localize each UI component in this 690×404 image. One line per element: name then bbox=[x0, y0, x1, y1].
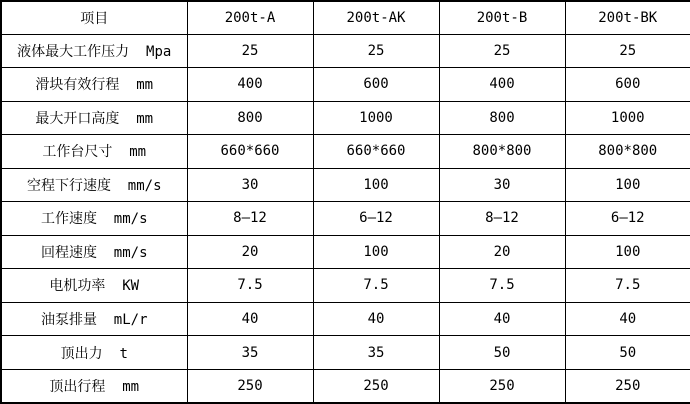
value-cell: 100 bbox=[313, 168, 439, 202]
value-cell: 35 bbox=[187, 336, 313, 370]
value-cell: 25 bbox=[565, 34, 690, 68]
value-cell: 400 bbox=[187, 68, 313, 102]
value-cell: 1000 bbox=[313, 101, 439, 135]
table-row bbox=[1, 235, 690, 269]
value-cell: 40 bbox=[187, 302, 313, 336]
table-header-row bbox=[1, 1, 690, 34]
table-row bbox=[1, 168, 690, 202]
value-cell: 100 bbox=[565, 235, 690, 269]
table-row bbox=[1, 101, 690, 135]
table-row bbox=[1, 68, 690, 102]
value-cell: 600 bbox=[565, 68, 690, 102]
value-cell: 800*800 bbox=[439, 135, 565, 169]
value-cell: 800*800 bbox=[565, 135, 690, 169]
value-cell: 400 bbox=[439, 68, 565, 102]
value-cell: 25 bbox=[439, 34, 565, 68]
table-row bbox=[1, 269, 690, 303]
value-cell: 800 bbox=[187, 101, 313, 135]
value-cell: 250 bbox=[439, 369, 565, 403]
row-label-cell: 顶出力 t bbox=[1, 336, 187, 370]
value-cell: 50 bbox=[565, 336, 690, 370]
value-cell: 20 bbox=[439, 235, 565, 269]
row-label-cell: 油泵排量 mL/r bbox=[1, 302, 187, 336]
value-cell: 1000 bbox=[565, 101, 690, 135]
value-cell: 30 bbox=[439, 168, 565, 202]
table-row bbox=[1, 302, 690, 336]
value-cell: 50 bbox=[439, 336, 565, 370]
value-cell: 25 bbox=[187, 34, 313, 68]
value-cell: 40 bbox=[313, 302, 439, 336]
table-row bbox=[1, 202, 690, 236]
value-cell: 250 bbox=[565, 369, 690, 403]
value-cell: 40 bbox=[439, 302, 565, 336]
value-cell: 40 bbox=[565, 302, 690, 336]
value-cell: 7.5 bbox=[313, 269, 439, 303]
value-cell: 250 bbox=[313, 369, 439, 403]
value-cell: 6—12 bbox=[565, 202, 690, 236]
row-label-cell: 顶出行程 mm bbox=[1, 369, 187, 403]
value-cell: 6—12 bbox=[313, 202, 439, 236]
row-label-cell: 工作台尺寸 mm bbox=[1, 135, 187, 169]
row-label-cell: 回程速度 mm/s bbox=[1, 235, 187, 269]
value-cell: 100 bbox=[313, 235, 439, 269]
header-cell-200t-bk: 200t-BK bbox=[565, 1, 690, 34]
table-row bbox=[1, 34, 690, 68]
table-row bbox=[1, 135, 690, 169]
value-cell: 35 bbox=[313, 336, 439, 370]
header-cell-200t-a: 200t-A bbox=[187, 1, 313, 34]
spec-table-body bbox=[1, 34, 690, 403]
value-cell: 660*660 bbox=[313, 135, 439, 169]
value-cell: 800 bbox=[439, 101, 565, 135]
value-cell: 660*660 bbox=[187, 135, 313, 169]
value-cell: 7.5 bbox=[565, 269, 690, 303]
row-label-cell: 电机功率 KW bbox=[1, 269, 187, 303]
header-cell-item: 项目 bbox=[1, 1, 187, 34]
table-row bbox=[1, 336, 690, 370]
value-cell: 600 bbox=[313, 68, 439, 102]
row-label-cell: 空程下行速度 mm/s bbox=[1, 168, 187, 202]
header-cell-200t-b: 200t-B bbox=[439, 1, 565, 34]
value-cell: 30 bbox=[187, 168, 313, 202]
value-cell: 20 bbox=[187, 235, 313, 269]
value-cell: 250 bbox=[187, 369, 313, 403]
header-cell-200t-ak: 200t-AK bbox=[313, 1, 439, 34]
row-label-cell: 工作速度 mm/s bbox=[1, 202, 187, 236]
table-row bbox=[1, 369, 690, 403]
row-label-cell: 最大开口高度 mm bbox=[1, 101, 187, 135]
value-cell: 100 bbox=[565, 168, 690, 202]
value-cell: 8—12 bbox=[439, 202, 565, 236]
value-cell: 8—12 bbox=[187, 202, 313, 236]
row-label-cell: 滑块有效行程 mm bbox=[1, 68, 187, 102]
value-cell: 7.5 bbox=[187, 269, 313, 303]
value-cell: 25 bbox=[313, 34, 439, 68]
row-label-cell: 液体最大工作压力 Mpa bbox=[1, 34, 187, 68]
value-cell: 7.5 bbox=[439, 269, 565, 303]
